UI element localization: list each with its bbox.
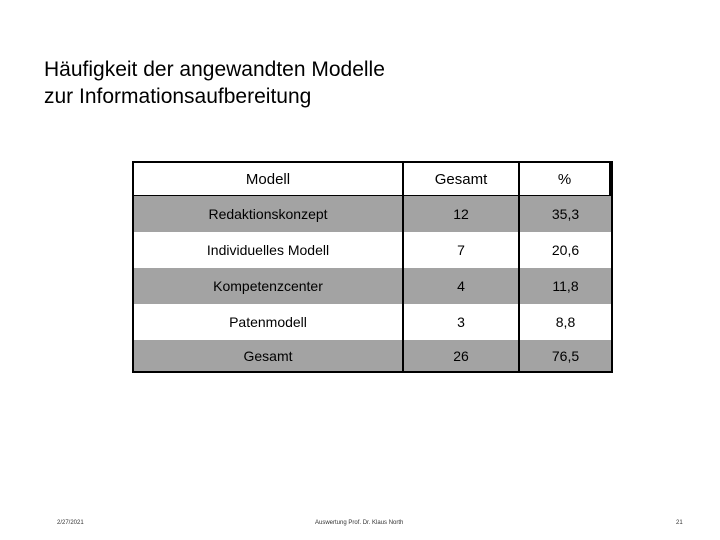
row-gesamt: 7 [402, 232, 518, 268]
table-row [132, 304, 611, 340]
row-modell: Redaktionskonzept [132, 196, 402, 232]
total-percent: 76,5 [518, 340, 611, 371]
table-row [132, 268, 611, 304]
row-modell: Kompetenzcenter [132, 268, 402, 304]
row-percent: 11,8 [518, 268, 611, 304]
header-modell: Modell [132, 161, 402, 196]
row-gesamt: 12 [402, 196, 518, 232]
total-gesamt: 26 [402, 340, 518, 371]
total-label: Gesamt [132, 340, 402, 371]
title-line-2: zur Informationsaufbereitung [44, 85, 312, 108]
header-gesamt: Gesamt [402, 161, 518, 196]
row-percent: 35,3 [518, 196, 611, 232]
header-percent: % [518, 161, 611, 196]
row-gesamt: 3 [402, 304, 518, 340]
row-modell: Individuelles Modell [132, 232, 402, 268]
footer-page-number: 21 [676, 520, 683, 526]
footer-date: 2/27/2021 [57, 520, 84, 526]
row-gesamt: 4 [402, 268, 518, 304]
footer-author: Auswertung Prof. Dr. Klaus North [315, 520, 404, 526]
row-percent: 20,6 [518, 232, 611, 268]
models-table [132, 161, 613, 373]
table-row [132, 196, 611, 232]
table-header-row [132, 161, 611, 196]
table-total-row [132, 340, 611, 371]
row-modell: Patenmodell [132, 304, 402, 340]
page-title [44, 56, 385, 110]
title-line-1: Häufigkeit der angewandten Modelle [44, 58, 385, 81]
table-row [132, 232, 611, 268]
row-percent: 8,8 [518, 304, 611, 340]
